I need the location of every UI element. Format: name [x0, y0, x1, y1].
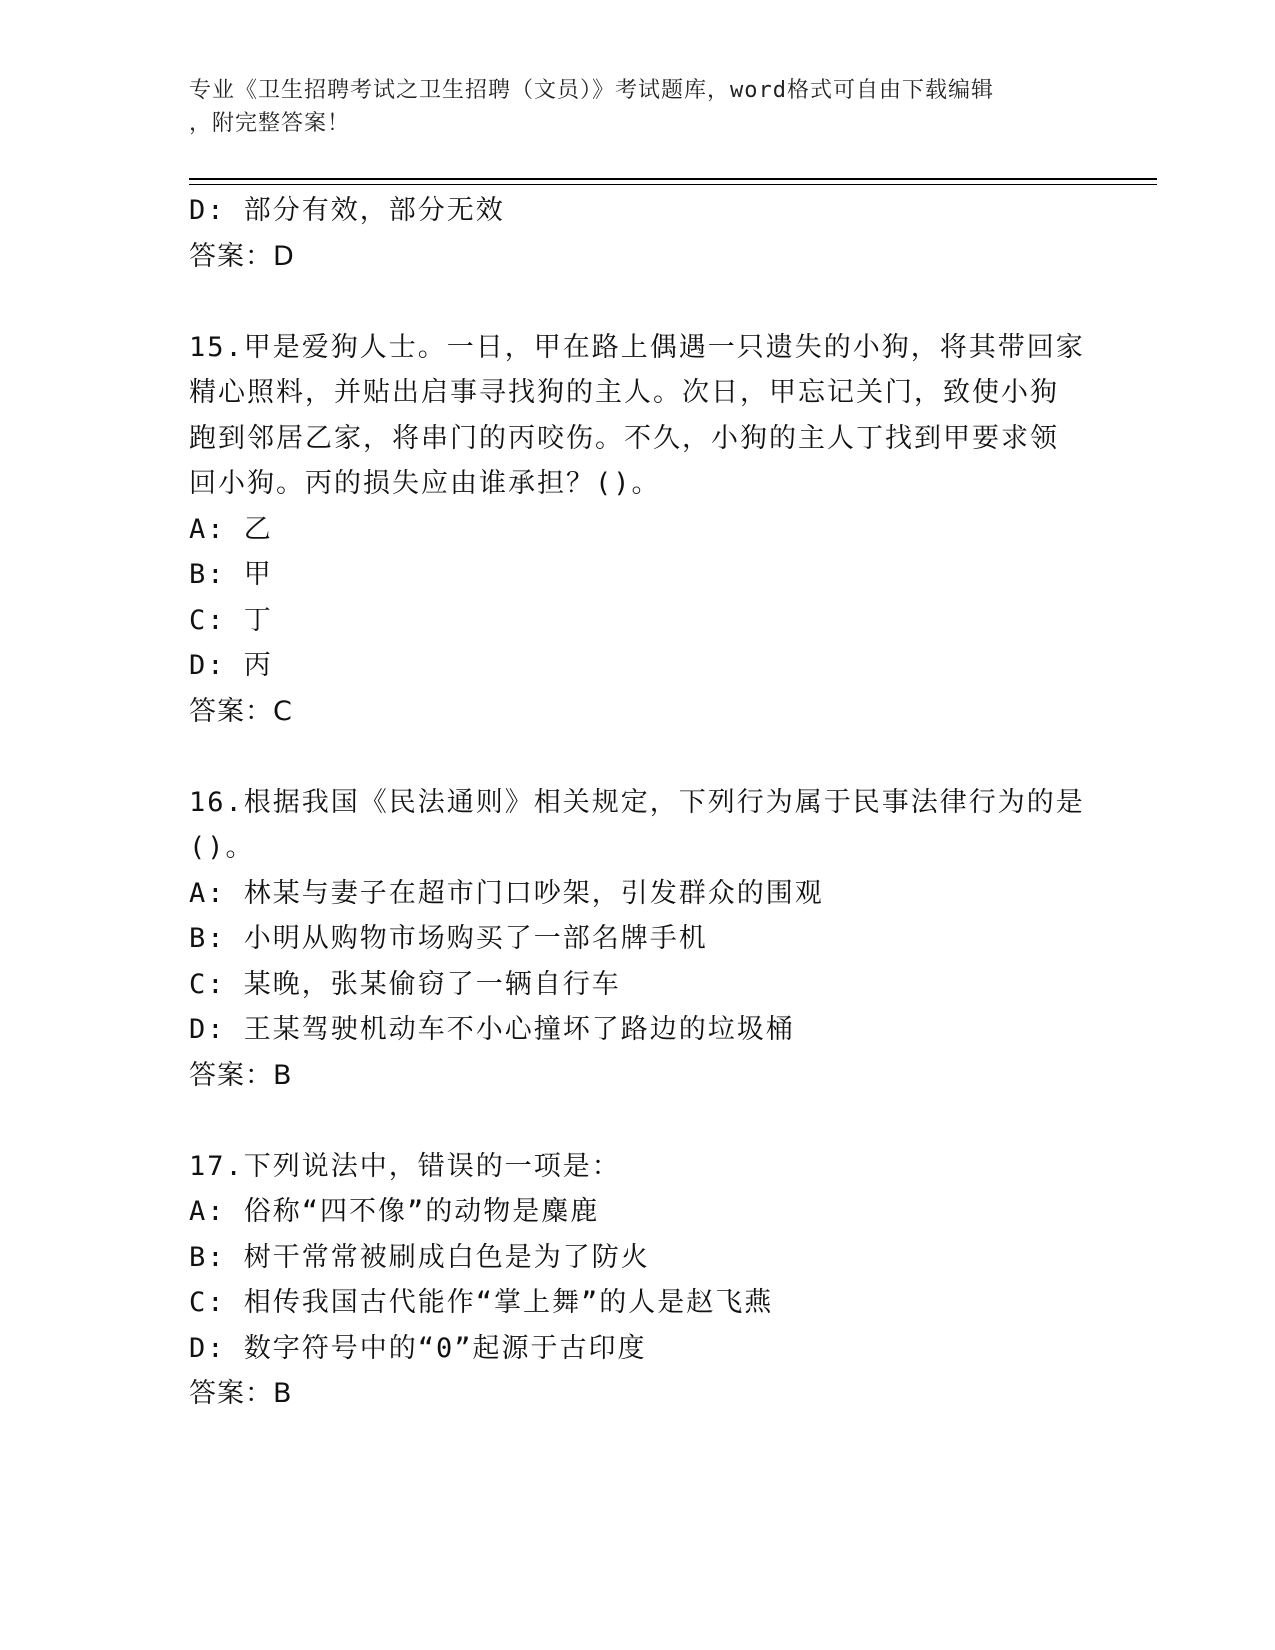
- question-stem: [189, 780, 1089, 871]
- spacer: [189, 1098, 1089, 1144]
- spacer: [189, 279, 1089, 325]
- previous-question-tail: [189, 188, 1089, 279]
- header-title-line-2: ，附完整答案！: [189, 111, 351, 136]
- answer-line: 答案：B: [189, 1378, 293, 1409]
- question-16: [189, 780, 1089, 1099]
- option-d: D: 部分有效，部分无效: [189, 195, 505, 226]
- option-a: A: 俗称“四不像”的动物是麋鹿: [189, 1196, 600, 1227]
- stem-line: 15.甲是爱狗人士。一日，甲在路上偶遇一只遗失的小狗，将其带回家: [189, 331, 1085, 363]
- question-list: [189, 188, 1089, 1417]
- header-title-line-1: 专业《卫生招聘考试之卫生招聘（文员）》考试题库，word格式可自由下载编辑: [189, 78, 994, 103]
- header-divider-thick: [189, 178, 1157, 180]
- option-b: B: 甲: [189, 559, 273, 590]
- stem-line: 16.根据我国《民法通则》相关规定，下列行为属于民事法律行为的是: [189, 786, 1085, 818]
- stem-line: 跑到邻居乙家，将串门的丙咬伤。不久，小狗的主人丁找到甲要求领: [189, 422, 1059, 454]
- answer-line: 答案：D: [189, 240, 295, 272]
- stem-line: 回小狗。丙的损失应由谁承担？()。: [189, 468, 661, 499]
- answer-line: 答案：C: [189, 695, 293, 727]
- option-a: A: 乙: [189, 513, 273, 545]
- option-b: B: 小明从购物市场购买了一部名牌手机: [189, 923, 708, 954]
- option-a: A: 林某与妻子在超市门口吵架，引发群众的围观: [189, 877, 824, 909]
- option-d: D: 王某驾驶机动车不小心撞坏了路边的垃圾桶: [189, 1014, 795, 1045]
- option-c: C: 丁: [189, 604, 273, 636]
- question-17: [189, 1144, 1089, 1417]
- option-d: D: 数字符号中的“0”起源于古印度: [189, 1332, 647, 1364]
- option-c: C: 相传我国古代能作“掌上舞”的人是赵飞燕: [189, 1287, 774, 1318]
- stem-line: ()。: [189, 832, 255, 863]
- question-stem: [189, 325, 1089, 507]
- stem-line: 17.下列说法中，错误的一项是：: [189, 1150, 621, 1182]
- stem-line: 精心照料，并贴出启事寻找狗的主人。次日，甲忘记关门，致使小狗: [189, 377, 1059, 408]
- option-d: D: 丙: [189, 650, 273, 681]
- spacer: [189, 734, 1089, 780]
- option-b: B: 树干常常被刷成白色是为了防火: [189, 1241, 650, 1273]
- page-header: [189, 74, 1069, 140]
- answer-line: 答案：B: [189, 1059, 293, 1091]
- option-c: C: 某晚，张某偷窃了一辆自行车: [189, 968, 621, 1000]
- question-stem: [189, 1144, 1089, 1190]
- header-divider-thin: [189, 184, 1157, 185]
- question-15: [189, 325, 1089, 735]
